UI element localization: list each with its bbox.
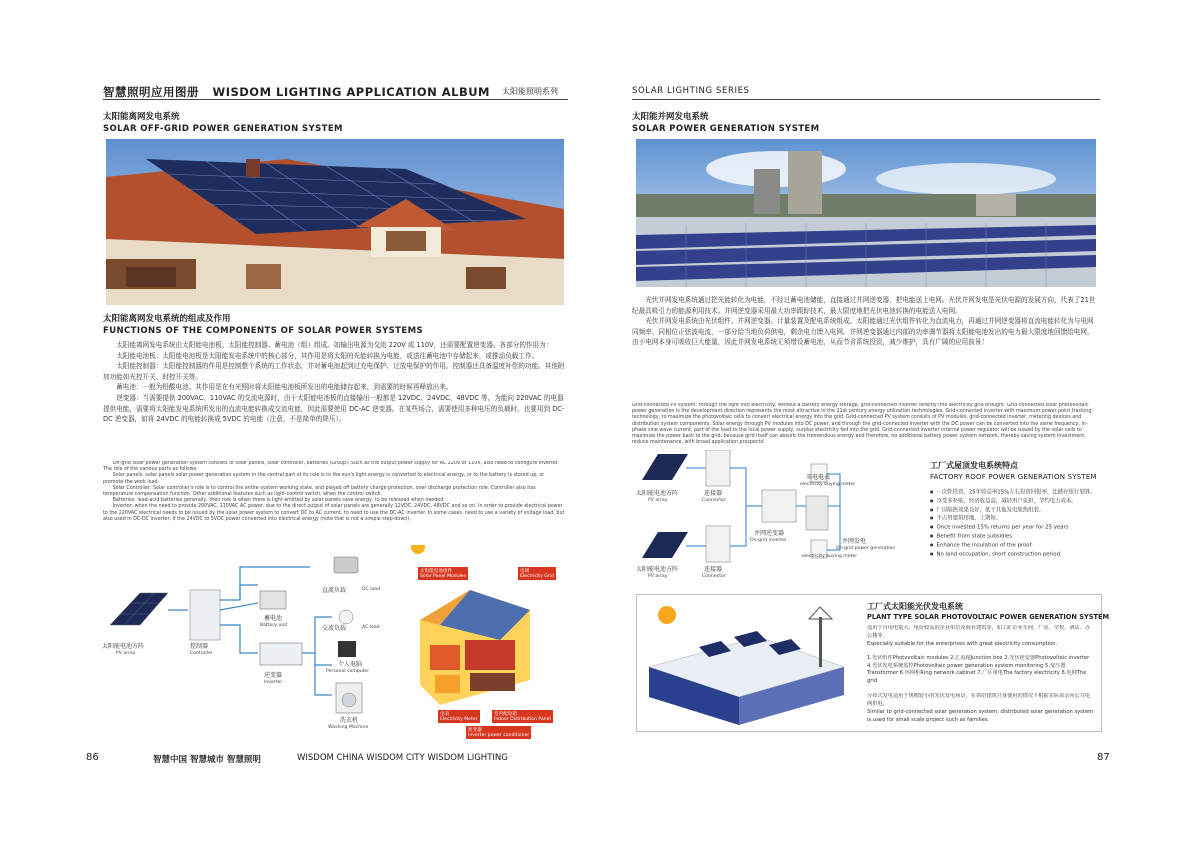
inverter-label-cn: 并网逆变器 <box>754 530 785 537</box>
house-label-inverter: 逆变器 Inverter power conditioner <box>468 728 530 738</box>
connector-icon <box>706 526 730 562</box>
pv-array-label-en: PV array <box>116 651 136 656</box>
sun-icon <box>658 606 676 624</box>
right-page <box>600 0 1200 848</box>
meter-label-en: electricity buying meter <box>802 554 858 559</box>
pylon-icon <box>819 617 822 667</box>
inverter-label-en: On-grid inverter <box>750 538 787 543</box>
gen-label-en: On-grid power generation <box>836 546 896 551</box>
plant-text-cn: 适用于自用电量大、电价较高的企业单位及商业建筑等，如工矿企业车间、厂房、学校、酒店、办公楼等。 <box>867 625 1091 639</box>
battery-label-cn: 蓄电池 <box>264 615 283 622</box>
plant-component-list: 1.光伏组件Photovoltaic modules 2.汇流箱Junction box 3.光伏逆变器Photovoltaic inverter 4.光伏发电系统监控Photovoltaic power generation system monitoring 5.变压器Transformer 6.环网柜Ring network cabinet 7.厂区用电The factory electricity 8.电网The grid <box>867 655 1090 684</box>
ac-load-label-en: AC load <box>362 625 380 630</box>
pc-label-cn: 个人电脑 <box>338 661 363 668</box>
ac-load-label-cn: 交流负载 <box>322 625 347 632</box>
inverter-label-cn: 逆变器 <box>264 672 283 679</box>
text-paragraph: 太阳能控制器：太阳能控制器的作用是控制整个系统的工作状态，并对蓄电池起到过充电保护、过放电保护的作用。控制器还具备温度补偿的功能。其他附加功能如光控开关、时控开关等。 <box>103 362 565 381</box>
pv-label-cn: 太阳能电池方阵 <box>636 490 679 497</box>
text-paragraph: 逆变器：当需要提供 200VAC、110VAC 的交流电源时，由于太阳能电池板的直接输出一般都是 12VDC、24VDC、48VDC 等。为能向 220VAC 的电器提供电能，需要将太阳能发电系统所发出的直流电能转换成交流电能，因此需要使用 DC-AC 逆变器。在某些场合，需要使用多种电压的负载时，也要用到 DC-DC 逆变器，如将 24VDC 的电能转换成 5VDC 的电能（注意，不是简单的降压）。 <box>103 393 565 424</box>
battery-icon <box>260 591 286 609</box>
text-paragraph: Solar panels: solar panels solar power generation system in the central part of its role is to the sun's light energy is converted to electrical energy, or to the battery is stored up, or promote the work load. <box>103 473 545 485</box>
pv-label-en: PV array <box>648 498 668 503</box>
text-paragraph: Off-grid solar power generation system consists of solar panels, solar controller, batteries (Group). Such as the output power supply for AC 220V or 110V, also need to configure inverter. The role of the various parts as follows: <box>103 461 559 473</box>
footer-cn: 智慧中国 智慧城市 智慧照明 <box>153 755 261 765</box>
text-paragraph: Inverter: when the need to provide 200VAC, 110VAC AC power, due to the direct output of solar panels are generally 12VDC, 24VDC, 48VDC and so on. In order to provide electrical power to the 220VAC electrical needs to be issued by the solar power system to convert DC to AC current, to need to use the DC-AC inverter. In some cases, need to use a variety of voltage load, but also used in DC-DC inverter, if the 24VDC to 5VDC power converted into electrical energy (note that is not a simple step-down). <box>103 504 565 522</box>
cabinet-icon <box>806 496 828 530</box>
grid-text-en: Grid-connected PV system: through the light into electricity, without a battery energy storage, grid-connected inverter directly into electricity grid brought. Grid-connected solar photovoltaic power generation is the development direction represents the most attractive in the 21st century energy utilization technologies. Grid-connected inverter with maximum power point tracking technology, to maximize the photovoltaic cells to convert electrical energy into the grid. Grid-connected PV system consists of PV modules, grid-connected inverter, metering devices and distribution system components. Solar energy through PV modules into DC power, and through the grid-connected inverter with the DC power can be converted into the same frequency, in-phase sine wave current, part of the load to the local power supply, surplus electricity fed into the grid. Grid-connected inverter internal power regulator will be issued by the solar cells to maximize the power back to the grid, because grid itself can absorb the tremendous energy and therefore, no additional battery power system network, thereby saving system investment, reduce maintenance, with broad application prospects! <box>632 403 1092 446</box>
components-text-cn <box>103 340 565 458</box>
page-number: 86 <box>86 752 99 763</box>
connector-label-en: Connector <box>702 574 726 579</box>
dc-load-label-cn: 直流负载 <box>322 587 347 594</box>
house-label-meter: 电表 Electricity Meter <box>440 712 478 722</box>
solar-farm-photo <box>636 139 1096 287</box>
meter-label-cn: 买电电表 <box>806 474 831 481</box>
grid-tie-diagram <box>636 450 926 590</box>
text-paragraph: Solar Controller: Solar controller's role is to control the entire system working state, and played off battery charge protection, over discharge protection role. Controller also has temperature compensation function. Other additional features such as light-control switch, when the control switch. <box>103 485 536 498</box>
components-title-en: FUNCTIONS OF THE COMPONENTS OF SOLAR POWER SYSTEMS <box>103 326 423 336</box>
battery-label-en: Battery unit <box>260 623 288 628</box>
house-label-grid: 电网 Electricity Grid <box>520 569 554 579</box>
meter-label-en: electricity buying meter <box>800 482 856 487</box>
text-paragraph: 太阳能电池板：太阳能电池板是太阳能发电系统中的核心部分，其作用是将太阳的光能转换为电能，或送往蓄电池中存储起来，或推动负载工作。 <box>116 351 539 360</box>
gen-label-cn: 并网发电 <box>842 538 867 545</box>
header-series: SOLAR LIGHTING SERIES <box>632 86 750 96</box>
connector-label-en: Connector <box>702 498 726 503</box>
list-item: ● No land occupation, short construction period. <box>930 550 1100 559</box>
section-title-cn: 太阳能离网发电系统 <box>103 112 180 122</box>
factory-roof-features <box>930 488 1100 559</box>
plant-illustration <box>639 597 849 729</box>
header-series: 太阳能照明系列 <box>502 87 558 96</box>
plant-title-en: PLANT TYPE SOLAR PHOTOVOLTAIC POWER GENERATION SYSTEM <box>867 613 1110 621</box>
list-item: ● Benefit from state subsidies. <box>930 532 1100 541</box>
offgrid-diagram <box>100 545 570 740</box>
controller-icon <box>190 590 220 640</box>
washing-label-en: Washing Machine <box>328 725 369 730</box>
text-paragraph: 光伏并网发电系统由光伏组件、并网逆变器、计量装置及配电系统组成。太阳能通过光伏组件转化为直流电力，再通过并网逆变器将直流电能转化为与电网同频率、同相位正弦波电流，一部分给当地负荷供电，剩余电力馈入电网。并网逆变器通过内部的功率调节器将太阳能电池发出的电力最大限度地回馈给电网，由于电网本身可吸收巨大能量，因此并网发电系统无须增设蓄电池，从而节省系统投资，减少维护，具有广阔的应用前景！ <box>632 317 1094 347</box>
section-title-en: SOLAR POWER GENERATION SYSTEM <box>632 124 820 134</box>
plant-text2-cn: 分布式发电适用于规模较小的光伏发电场景，在供给建筑自身使用的情况下根据实际盈余向公共电网供电。 <box>867 693 1091 707</box>
pv-label-en: PV array <box>648 574 668 579</box>
washing-label-cn: 洗衣机 <box>340 717 359 724</box>
connector-label-cn: 连接器 <box>704 566 723 573</box>
pv-label-cn: 太阳能电池方阵 <box>636 566 679 573</box>
components-text-en <box>103 461 565 539</box>
inverter-label-en: Inverter <box>264 680 283 685</box>
connector-icon <box>706 450 730 486</box>
header-en: WISDOM LIGHTING APPLICATION ALBUM <box>212 85 491 99</box>
factory-roof-title-cn: 工厂式屋顶发电系统特点 <box>930 461 1018 470</box>
page-header <box>103 84 490 100</box>
plant-title-cn: 工厂式太阳能光伏发电系统 <box>867 602 963 611</box>
dc-load-icon <box>334 557 358 573</box>
list-item: ● 厂房隔热效果良好，低于其他发电集热组装。 <box>930 506 1100 515</box>
controller-label-en: Controller <box>190 651 213 656</box>
components-title-cn: 太阳能离网发电系统的组成及作用 <box>103 314 231 324</box>
house-label-panel: 室内配电箱 Indoor Distribution Panel <box>494 712 551 722</box>
list-item: ● 一次性投资，25年收益率15%左右投资回报率，比储存银行划算。 <box>930 488 1100 497</box>
header-cn: 智慧照明应用图册 <box>103 85 199 99</box>
pv-array-icon <box>110 593 168 625</box>
sun-icon <box>411 545 425 554</box>
page-number: 87 <box>1097 752 1110 763</box>
text-paragraph: 太阳能离网发电系统由太阳能电池板、太阳能控制器、蓄电池（组）组成。如输出电源为交流 220V 或 110V，还需要配置逆变器。各部分的作用为： <box>116 341 553 349</box>
factory-roof-title-en: FACTORY ROOF POWER GENERATION SYSTEM <box>930 473 1097 481</box>
pc-label-en: Personal computer <box>326 669 370 674</box>
connector-label-cn: 连接器 <box>704 490 723 497</box>
header-rule <box>103 99 568 100</box>
on-grid-inverter-icon <box>762 490 796 522</box>
ac-load-icon <box>339 610 353 624</box>
text-paragraph: 蓄电池：一般为铅酸电池。其作用是在有光照时将太阳能电池板所发出的电能储存起来，到需要的时候再释放出来。 <box>116 383 453 392</box>
section-title-cn: 太阳能并网发电系统 <box>632 112 709 122</box>
plant-type-panel <box>636 594 1110 732</box>
controller-label-cn: 控制器 <box>190 643 209 650</box>
pv-array-label-cn: 太阳能电池方阵 <box>102 643 145 650</box>
section-title-en: SOLAR OFF-GRID POWER GENERATION SYSTEM <box>103 124 343 134</box>
text-paragraph: 光伏并网发电系统通过把光能转化为电能，不经过蓄电池储能，直接通过并网逆变器，把电能送上电网。光伏并网发电是光伏电源的发展方向，代表了21世纪最具吸引力的能源利用技术。并网逆变器采用最大功率跟踪技术，最大限度地把光伏电池转换的电能送入电网。 <box>632 296 1096 315</box>
grid-text-cn <box>632 295 1098 401</box>
house-cutaway-illustration <box>420 590 530 705</box>
house-label-panels: 太阳能电池组件 Solar Panel Modules <box>420 569 467 579</box>
footer-en: WISDOM CHINA WISDOM CITY WISDOM LIGHTING <box>297 753 508 763</box>
text-paragraph: Batteries: lead-acid batteries generally, their role is when there is light emitted by solar panels save energy, to be released when needed. <box>112 498 445 504</box>
list-item: ● Enhance the insulation of the proof. <box>930 541 1100 550</box>
list-item: ● 享受多补贴，经济收益高，减轻用户负担，节约电力成本。 <box>930 497 1100 506</box>
pv-array-icon <box>642 454 688 558</box>
dc-load-label-en: DC load <box>362 587 381 592</box>
header-rule <box>632 99 1100 100</box>
plant-text-en: Especially suitable for the enterprises with great electricity consumption. <box>867 641 1058 647</box>
list-item: ● Once invested 15% returns per year for 25 years <box>930 523 1100 532</box>
pc-icon <box>338 641 356 657</box>
offgrid-house-photo <box>106 139 564 305</box>
plant-text2-en: Similar to grid-connected solar generation system, distributed solar generation system is used for small scale project such as families. <box>867 709 1094 723</box>
inverter-icon <box>260 643 302 665</box>
list-item: ● 不占用建筑用地，工期短。 <box>930 514 1100 523</box>
